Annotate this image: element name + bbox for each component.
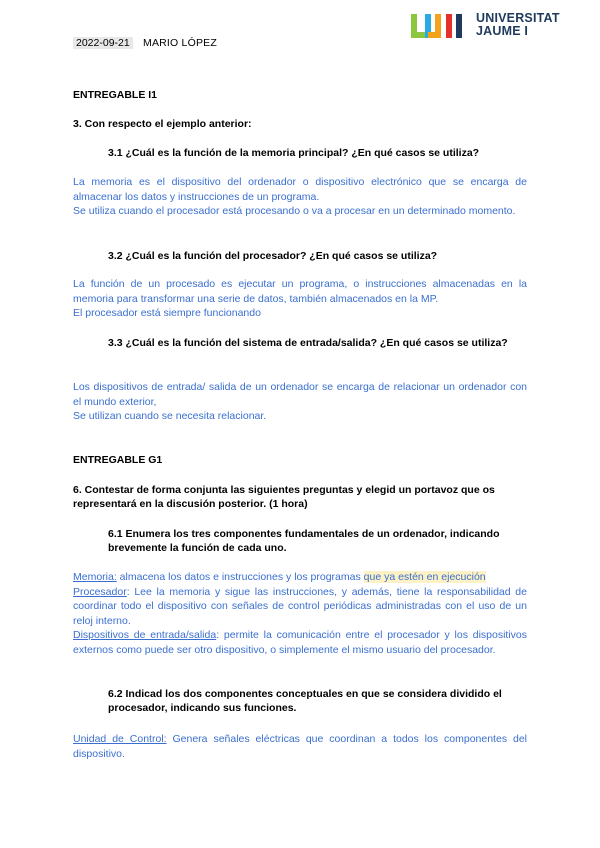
- term-memoria: Memoria:: [73, 571, 117, 583]
- document-date: 2022-09-21: [73, 37, 133, 49]
- unidad-de-control-text: Genera señales eléctricas que coordinan a todos los componentes del dispositivo.: [73, 733, 528, 760]
- university-name: [476, 12, 560, 38]
- procesador-text: : Lee la memoria y sigue las instrucciones, y además, tiene la responsabilidad de coordinar todo el dispositivo con señales de control periódicas administradas con el uso de un reloj interno.: [73, 585, 527, 627]
- question-3-2: 3.2 ¿Cuál es la función del procesador? ¿En qué casos se utiliza?: [108, 250, 438, 262]
- answer-3-1-paragraph-2: Se utiliza cuando el procesador está procesando o va a procesar en un determinado momento.: [73, 205, 516, 218]
- answer-6-1-dispositivos: [73, 628, 527, 657]
- term-unidad-de-control: Unidad de Control:: [73, 733, 167, 745]
- answer-6-2-unidad-control: [73, 732, 527, 761]
- question-6: 6. Contestar de forma conjunta las siguientes preguntas y elegid un portavoz que os representará en la discusión posterior. (1 hora): [73, 484, 495, 510]
- question-3-3: 3.3 ¿Cuál es la función del sistema de entrada/salida? ¿En qué casos se utiliza?: [108, 337, 508, 349]
- memoria-text: almacena los datos e instrucciones y los programas: [116, 571, 364, 583]
- answer-3-3-paragraph-1: Los dispositivos de entrada/ salida de un ordenador se encarga de relacionar un ordenador con el mundo exterior,: [73, 381, 527, 408]
- answer-6-1: [73, 570, 527, 658]
- answer-6-1-memoria: [73, 570, 527, 585]
- uji-logo-icon: [410, 12, 472, 40]
- question-6-1: 6.1 Enumera los tres componentes fundamentales de un ordenador, indicando brevemente la función de cada uno.: [108, 528, 500, 554]
- question-3: 3. Con respecto el ejemplo anterior:: [73, 118, 252, 130]
- answer-3-2-paragraph-1: La función de un procesado es ejecutar un programa, o instrucciones almacenadas en la memoria para transformar una serie de datos, también almacenados en la MP.: [73, 278, 527, 305]
- answer-6-2: [73, 732, 527, 761]
- term-dispositivos: Dispositivos de entrada/salida: [73, 629, 217, 642]
- university-name-line2: JAUME I: [476, 24, 529, 38]
- question-3-1: 3.1 ¿Cuál es la función de la memoria principal? ¿En qué casos se utiliza?: [108, 147, 480, 159]
- answer-6-1-procesador: [73, 585, 527, 629]
- answer-3-3-paragraph-2: Se utilizan cuando se necesita relacionar.: [73, 410, 267, 423]
- answer-3-1: [73, 175, 527, 219]
- dispositivos-text: : permite la comunicación entre el procesador y los dispositivos externos como puede ser otro dispositivo, o simplemente el mismo usuario del procesador.: [73, 629, 527, 656]
- answer-3-2: [73, 277, 527, 321]
- university-logo: [410, 12, 570, 42]
- question-6-2: 6.2 Indicad los dos componentes conceptuales en que se considera dividido el procesador, indicando sus funciones.: [108, 688, 502, 714]
- highlighted-text: que ya estén en ejecución: [363, 571, 486, 583]
- term-procesador: Procesador: [73, 585, 127, 598]
- author-name: MARIO LÓPEZ: [143, 37, 217, 49]
- section-title-i1: ENTREGABLE I1: [73, 89, 158, 101]
- section-title-g1: ENTREGABLE G1: [73, 454, 163, 466]
- answer-3-3: [73, 380, 527, 424]
- answer-3-2-paragraph-2: El procesador está siempre funcionando: [73, 307, 261, 320]
- answer-3-1-paragraph-1: La memoria es el dispositivo del ordenador o dispositivo electrónico que se encarga de almacenar los datos y instrucciones de un programa.: [73, 176, 527, 203]
- university-name-line1: UNIVERSITAT: [476, 11, 560, 25]
